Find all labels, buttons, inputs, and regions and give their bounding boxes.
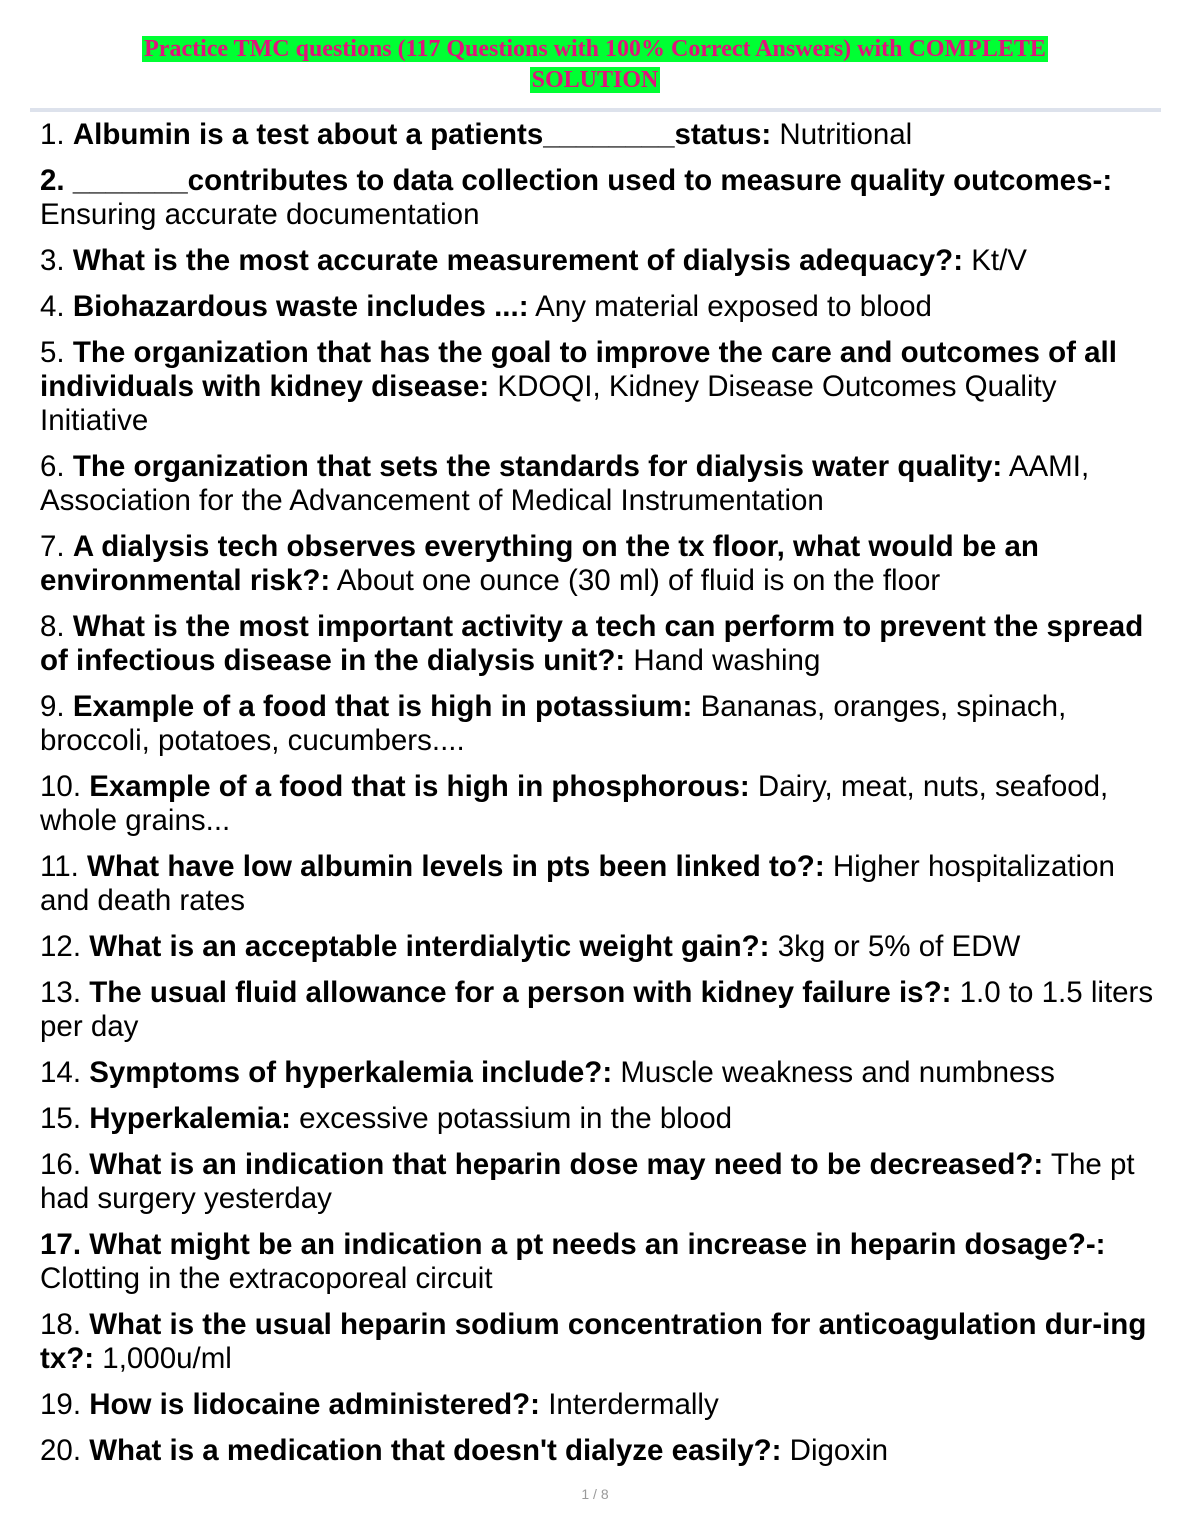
question-text: How is lidocaine administered?: [89, 1388, 541, 1421]
question-item-1 [40, 118, 1155, 152]
answer-text: AAMI, Association for the Advancement of Medical Instrumentation [40, 450, 1090, 517]
question-number: 16. [40, 1148, 82, 1181]
question-text: Biohazardous waste includes ...: [72, 290, 529, 323]
answer-text: Higher hospitalization and death rates [40, 850, 1115, 917]
question-text: What have low albumin levels in pts been linked to?: [87, 850, 825, 883]
question-item-9 [40, 690, 1155, 758]
answer-text: The pt had surgery yesterday [40, 1148, 1135, 1215]
question-item-7 [40, 530, 1155, 598]
answer-text: Bananas, oranges, spinach, broccoli, potatoes, cucumbers.... [40, 690, 1067, 757]
question-item-19 [40, 1388, 1155, 1422]
document-title [40, 34, 1150, 96]
question-text: What might be an indication a pt needs an increase in heparin dosage?-: [89, 1228, 1106, 1261]
question-text: Example of a food that is high in phosphorous: [89, 770, 750, 803]
question-item-14 [40, 1056, 1155, 1090]
question-item-17 [40, 1228, 1155, 1296]
question-number: 20. [40, 1434, 82, 1467]
question-text: What is a medication that doesn't dialyze easily?: [89, 1434, 782, 1467]
question-item-6 [40, 450, 1155, 518]
question-text: What is an indication that heparin dose may need to be decreased?: [89, 1148, 1044, 1181]
question-text: The usual fluid allowance for a person with kidney failure is?: [89, 976, 952, 1009]
answer-text: Any material exposed to blood [535, 290, 932, 323]
answer-text: About one ounce (30 ml) of fluid is on the floor [336, 564, 941, 597]
question-item-18 [40, 1308, 1155, 1376]
answer-text: Ensuring accurate documentation [40, 198, 480, 231]
question-number: 19. [40, 1388, 82, 1421]
answer-text: Muscle weakness and numbness [620, 1056, 1055, 1089]
question-number: 10. [40, 770, 82, 803]
answer-text: 1.0 to 1.5 liters per day [40, 976, 1154, 1043]
question-number: 12. [40, 930, 82, 963]
question-item-20 [40, 1434, 1155, 1468]
question-item-5 [40, 336, 1155, 438]
question-item-8 [40, 610, 1155, 678]
question-text: _______contributes to data collection used to measure quality outcomes-: [72, 164, 1113, 197]
question-number: 13. [40, 976, 82, 1009]
question-item-10 [40, 770, 1155, 838]
answer-text: KDOQI, Kidney Disease Outcomes Quality Initiative [40, 370, 1057, 437]
question-text: What is the most important activity a tech can perform to prevent the spread of infectious disease in the dialysis unit?: [40, 610, 1144, 677]
question-text: Symptoms of hyperkalemia include?: [89, 1056, 613, 1089]
question-text: Example of a food that is high in potassium: [72, 690, 693, 723]
question-item-13 [40, 976, 1155, 1044]
question-number: 3. [40, 244, 65, 277]
answer-text: 1,000u/ml [102, 1342, 232, 1375]
answer-text: Hand washing [633, 644, 821, 677]
question-number: 17. [40, 1228, 82, 1261]
question-list [40, 118, 1155, 1480]
answer-text: Digoxin [789, 1434, 889, 1467]
question-number: 1. [40, 118, 65, 151]
page-indicator: 1 / 8 [581, 1486, 609, 1502]
question-item-16 [40, 1148, 1155, 1216]
question-number: 7. [40, 530, 65, 563]
question-item-15 [40, 1102, 1155, 1136]
question-text: A dialysis tech observes everything on the tx floor, what would be an environmental risk?: [40, 530, 1039, 597]
question-number: 11. [40, 850, 79, 883]
question-text: What is the usual heparin sodium concentration for anticoagulation dur-ing tx?: [40, 1308, 1147, 1375]
question-text: The organization that has the goal to improve the care and outcomes of all individuals with kidney disease: [40, 336, 1117, 403]
question-number: 4. [40, 290, 65, 323]
question-text: What is an acceptable interdialytic weight gain?: [89, 930, 770, 963]
question-number: 5. [40, 336, 65, 369]
answer-text: 3kg or 5% of EDW [777, 930, 1021, 963]
answer-text: Dairy, meat, nuts, seafood, whole grains... [40, 770, 1109, 837]
title-line-1: Practice TMC questions (117 Questions with 100% Correct Answers) with COMPLETE [144, 36, 1046, 62]
answer-text: excessive potassium in the blood [299, 1102, 733, 1135]
question-number: 18. [40, 1308, 82, 1341]
title-divider [30, 108, 1161, 112]
answer-text: Clotting in the extracoporeal circuit [40, 1262, 493, 1295]
question-text: Albumin is a test about a patients________status: [72, 118, 772, 151]
question-number: 8. [40, 610, 65, 643]
answer-text: Kt/V [971, 244, 1027, 277]
question-text: What is the most accurate measurement of dialysis adequacy?: [72, 244, 964, 277]
question-item-11 [40, 850, 1155, 918]
question-item-2 [40, 164, 1155, 232]
answer-text: Interdermally [548, 1388, 719, 1421]
question-number: 9. [40, 690, 65, 723]
answer-text: Nutritional [779, 118, 913, 151]
question-number: 2. [40, 164, 65, 197]
question-number: 14. [40, 1056, 82, 1089]
question-item-4 [40, 290, 1155, 324]
question-item-12 [40, 930, 1155, 964]
question-text: The organization that sets the standards for dialysis water quality: [72, 450, 1003, 483]
title-line-2: SOLUTION [531, 67, 659, 93]
question-number: 15. [40, 1102, 82, 1135]
question-number: 6. [40, 450, 65, 483]
question-item-3 [40, 244, 1155, 278]
question-text: Hyperkalemia: [89, 1102, 291, 1135]
